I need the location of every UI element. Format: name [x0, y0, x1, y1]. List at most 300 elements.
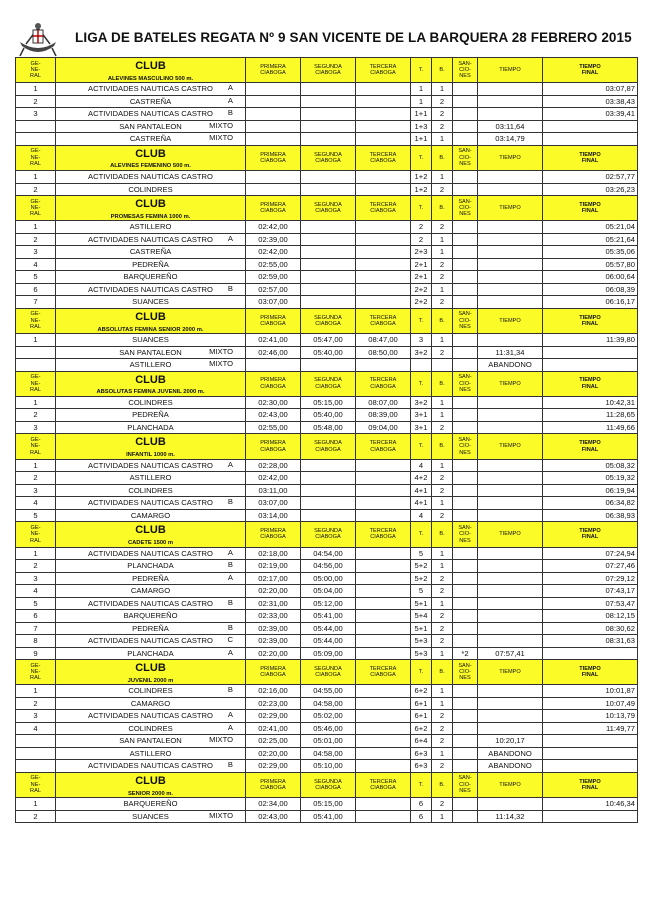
tanda-cell: 6+2 [411, 685, 432, 698]
club-name: ACTIVIDADES NAUTICAS CASTRO [88, 284, 213, 294]
club-name: SUANCES [132, 811, 169, 821]
team-label: B [227, 283, 233, 293]
sanciones-label: SAN- [458, 148, 472, 155]
tiempo-cell: 11:31,34 [478, 346, 543, 359]
team-label: B [227, 685, 233, 695]
tercera-ciaboga-cell: 08:50,00 [356, 346, 411, 359]
general-label: GE- [30, 775, 41, 782]
club-cell [56, 547, 246, 560]
team-label: A [227, 547, 233, 557]
tanda-cell: 5+1 [411, 622, 432, 635]
team-label: MIXTO [209, 346, 233, 356]
table-row [16, 233, 638, 246]
tercera-ciaboga-cell [356, 221, 411, 234]
sanciones-cell [453, 697, 478, 710]
segunda-ciaboga-cell [301, 509, 356, 522]
tanda-cell: 6+3 [411, 747, 432, 760]
sanciones-cell [453, 120, 478, 133]
primera-ciaboga-cell: 02:19,00 [246, 560, 301, 573]
primera-ciaboga-cell: 03:07,00 [246, 497, 301, 510]
tiempo-final-cell: 03:39,41 [543, 108, 638, 121]
primera-label: PRIMERA [260, 201, 286, 208]
table-row [16, 610, 638, 623]
tercera-label: CIABOGA [370, 157, 396, 164]
club-name: ACTIVIDADES NAUTICAS CASTRO [88, 761, 213, 771]
tanda-cell: 1+3 [411, 120, 432, 133]
segunda-ciaboga-cell [301, 296, 356, 309]
primera-ciaboga-cell [246, 120, 301, 133]
general-header [16, 522, 56, 547]
primera-ciaboga-cell: 02:42,00 [246, 221, 301, 234]
general-label: NE- [30, 154, 41, 161]
sanciones-cell [453, 710, 478, 723]
primera-ciaboga-cell: 02:25,00 [246, 735, 301, 748]
sanciones-cell [453, 283, 478, 296]
segunda-ciaboga-cell: 05:09,00 [301, 647, 356, 660]
tiempo-cell [478, 421, 543, 434]
tiempo-final-cell: 10:42,31 [543, 396, 638, 409]
tercera-ciaboga-cell [356, 722, 411, 735]
section-header-row [16, 145, 638, 170]
baliza-cell: 2 [432, 572, 453, 585]
tiempo-final-cell: 08:30,62 [543, 622, 638, 635]
tiempo-final-cell: 10:13,79 [543, 710, 638, 723]
final-label: FINAL [581, 534, 599, 541]
club-cell [56, 472, 246, 485]
primera-ciaboga-cell: 02:42,00 [246, 246, 301, 259]
tercera-ciaboga-cell [356, 183, 411, 196]
tercera-ciaboga-cell: 08:47,00 [356, 334, 411, 347]
primera-ciaboga-header [246, 434, 301, 459]
tiempo-cell [478, 171, 543, 184]
sanciones-label: CIO- [459, 205, 471, 212]
position-cell: 6 [16, 283, 56, 296]
primera-label: CIABOGA [260, 383, 286, 390]
general-label: RAL [30, 73, 41, 80]
position-cell: 1 [16, 798, 56, 811]
primera-ciaboga-cell: 03:14,00 [246, 509, 301, 522]
tiempo-cell: 03:14,79 [478, 133, 543, 146]
sanciones-label: CIO- [459, 443, 471, 450]
club-cell [56, 647, 246, 660]
club-cell [56, 810, 246, 823]
club-name: CAMARGO [130, 586, 171, 596]
tercera-ciaboga-header [356, 58, 411, 83]
tanda-cell: 4+1 [411, 484, 432, 497]
sanciones-header [453, 145, 478, 170]
club-header-label: CLUB [135, 310, 166, 323]
segunda-ciaboga-cell: 05:12,00 [301, 597, 356, 610]
segunda-ciaboga-cell: 04:56,00 [301, 560, 356, 573]
tanda-cell: 1+1 [411, 133, 432, 146]
primera-label: PRIMERA [260, 63, 286, 70]
club-name: ASTILLERO [129, 748, 172, 758]
primera-label: PRIMERA [260, 151, 286, 158]
team-label: A [227, 572, 233, 582]
club-cell [56, 747, 246, 760]
baliza-cell: 2 [432, 271, 453, 284]
baliza-cell: 2 [432, 421, 453, 434]
baliza-header [432, 772, 453, 797]
tiempo-final-cell: 07:27,46 [543, 560, 638, 573]
tercera-label: TERCERA [369, 778, 397, 785]
primera-ciaboga-header [246, 145, 301, 170]
tiempo-cell [478, 509, 543, 522]
segunda-ciaboga-cell: 05:47,00 [301, 334, 356, 347]
primera-label: CIABOGA [260, 321, 286, 328]
tanda-cell: 1 [411, 83, 432, 96]
tercera-ciaboga-header [356, 371, 411, 396]
club-name: SAN PANTALEON [119, 347, 182, 357]
position-cell: 1 [16, 334, 56, 347]
segunda-label: CIABOGA [315, 785, 341, 792]
club-cell [56, 421, 246, 434]
sanciones-cell [453, 296, 478, 309]
club-header-label: CLUB [135, 147, 166, 160]
club-name: SAN PANTALEON [119, 121, 182, 131]
sanciones-cell [453, 747, 478, 760]
category-label: ABSOLUTAS FEMINA SENIOR 2000 m. [97, 326, 204, 333]
category-label: SENIOR 2000 m. [127, 790, 174, 797]
section-header-row [16, 58, 638, 83]
tiempo-cell [478, 798, 543, 811]
tanda-header [411, 196, 432, 221]
general-label: NE- [30, 205, 41, 212]
sanciones-cell [453, 509, 478, 522]
position-cell [16, 747, 56, 760]
final-label: FINAL [581, 321, 599, 328]
team-label: B [227, 622, 233, 632]
position-cell: 3 [16, 710, 56, 723]
tiempo-header [478, 196, 543, 221]
sanciones-cell [453, 359, 478, 372]
tiempo-final-cell [543, 346, 638, 359]
segunda-ciaboga-cell: 05:00,00 [301, 572, 356, 585]
sanciones-label: NES [459, 449, 471, 456]
sanciones-label: SAN- [458, 198, 472, 205]
tiempo-final-cell: 05:08,32 [543, 459, 638, 472]
sanciones-cell [453, 183, 478, 196]
tanda-cell: 5 [411, 585, 432, 598]
club-header [56, 522, 246, 547]
segunda-ciaboga-cell: 05:01,00 [301, 735, 356, 748]
general-label: RAL [30, 449, 41, 456]
tiempo-cell [478, 484, 543, 497]
sanciones-label: SAN- [458, 437, 472, 443]
section-header-row [16, 522, 638, 547]
final-label: TIEMPO [579, 201, 601, 208]
club-cell [56, 760, 246, 773]
segunda-ciaboga-cell: 04:58,00 [301, 747, 356, 760]
tanda-header [411, 145, 432, 170]
club-name: ASTILLERO [129, 222, 172, 232]
club-cell [56, 497, 246, 510]
tercera-ciaboga-cell [356, 760, 411, 773]
club-cell [56, 171, 246, 184]
table-row [16, 472, 638, 485]
club-cell [56, 95, 246, 108]
sanciones-cell [453, 497, 478, 510]
club-cell [56, 120, 246, 133]
club-header-label: CLUB [135, 524, 166, 537]
table-row [16, 133, 638, 146]
club-name: COLINDRES [128, 397, 173, 407]
club-cell [56, 409, 246, 422]
category-label: ABSOLUTAS FEMINA JUVENIL 2000 m. [96, 389, 205, 396]
tanda-cell: 2+2 [411, 283, 432, 296]
tanda-label: T. [418, 669, 424, 676]
club-header-label: CLUB [135, 373, 166, 386]
tercera-label: CIABOGA [370, 70, 396, 77]
segunda-ciaboga-header [301, 434, 356, 459]
segunda-label: CIABOGA [315, 446, 341, 453]
primera-ciaboga-cell: 02:41,00 [246, 722, 301, 735]
club-name: ACTIVIDADES NAUTICAS CASTRO [88, 172, 213, 182]
tiempo-cell [478, 409, 543, 422]
tercera-label: CIABOGA [370, 383, 396, 390]
club-cell [56, 359, 246, 372]
baliza-cell: 1 [432, 459, 453, 472]
team-label: B [227, 760, 233, 770]
results-table [15, 57, 638, 823]
tanda-cell: 5+3 [411, 635, 432, 648]
table-row [16, 221, 638, 234]
position-cell: 1 [16, 547, 56, 560]
table-row [16, 396, 638, 409]
baliza-cell: 2 [432, 183, 453, 196]
tanda-label: T. [418, 443, 424, 450]
position-cell: 2 [16, 183, 56, 196]
segunda-ciaboga-cell: 05:41,00 [301, 810, 356, 823]
tiempo-cell [478, 396, 543, 409]
primera-ciaboga-header [246, 308, 301, 333]
primera-ciaboga-cell: 02:34,00 [246, 798, 301, 811]
general-label: RAL [30, 324, 41, 331]
table-row [16, 334, 638, 347]
tiempo-final-cell: 07:43,17 [543, 585, 638, 598]
club-name: COLINDRES [128, 184, 173, 194]
baliza-cell: 2 [432, 735, 453, 748]
primera-label: CIABOGA [260, 70, 286, 77]
club-name: BARQUEREÑO [123, 799, 178, 809]
general-label: GE- [30, 311, 41, 318]
table-row [16, 484, 638, 497]
tercera-ciaboga-header [356, 434, 411, 459]
tiempo-cell [478, 597, 543, 610]
general-header [16, 145, 56, 170]
section-header-row [16, 371, 638, 396]
section-header-row [16, 660, 638, 685]
baliza-cell: 2 [432, 296, 453, 309]
sanciones-label: CIO- [459, 380, 471, 387]
tanda-label: T. [418, 781, 424, 788]
final-label: TIEMPO [579, 151, 601, 158]
primera-label: CIABOGA [260, 208, 286, 215]
tiempo-final-cell: 08:12,15 [543, 610, 638, 623]
tanda-cell: 5 [411, 547, 432, 560]
segunda-ciaboga-cell [301, 233, 356, 246]
segunda-label: SEGUNDA [314, 665, 342, 672]
sanciones-header [453, 660, 478, 685]
primera-ciaboga-cell: 02:41,00 [246, 334, 301, 347]
team-label: A [227, 459, 233, 469]
segunda-label: SEGUNDA [314, 440, 342, 447]
segunda-label: SEGUNDA [314, 151, 342, 158]
general-header [16, 434, 56, 459]
primera-ciaboga-cell: 02:17,00 [246, 572, 301, 585]
tanda-cell: 3+1 [411, 409, 432, 422]
tiempo-header [478, 371, 543, 396]
general-header [16, 308, 56, 333]
team-label: A [227, 647, 233, 657]
sanciones-cell: *2 [453, 647, 478, 660]
primera-label: CIABOGA [260, 785, 286, 792]
team-label: A [227, 722, 233, 732]
sanciones-header [453, 522, 478, 547]
final-label: TIEMPO [579, 314, 601, 321]
tercera-ciaboga-cell [356, 560, 411, 573]
baliza-cell: 1 [432, 233, 453, 246]
tercera-ciaboga-header [356, 145, 411, 170]
position-cell: 4 [16, 722, 56, 735]
primera-label: CIABOGA [260, 446, 286, 453]
sanciones-cell [453, 171, 478, 184]
club-cell [56, 572, 246, 585]
tiempo-cell [478, 585, 543, 598]
club-header [56, 145, 246, 170]
tiempo-final-cell: 05:57,80 [543, 258, 638, 271]
tiempo-label: TIEMPO [499, 669, 521, 676]
primera-ciaboga-cell: 02:20,00 [246, 647, 301, 660]
tanda-cell: 6 [411, 810, 432, 823]
tiempo-cell [478, 610, 543, 623]
baliza-cell: 1 [432, 283, 453, 296]
primera-label: CIABOGA [260, 672, 286, 679]
category-label: ALEVINES FEMENINO 500 m. [110, 163, 191, 170]
table-row [16, 635, 638, 648]
tiempo-cell: 07:57,41 [478, 647, 543, 660]
baliza-cell: 2 [432, 622, 453, 635]
table-row [16, 183, 638, 196]
primera-ciaboga-cell: 02:39,00 [246, 233, 301, 246]
team-label: C [227, 635, 233, 645]
tiempo-final-header [543, 308, 638, 333]
position-cell [16, 346, 56, 359]
tiempo-cell [478, 246, 543, 259]
sanciones-cell [453, 472, 478, 485]
tiempo-final-cell [543, 735, 638, 748]
segunda-label: CIABOGA [315, 383, 341, 390]
table-row [16, 95, 638, 108]
sanciones-label: CIO- [459, 66, 471, 73]
baliza-cell: 2 [432, 610, 453, 623]
sanciones-cell [453, 334, 478, 347]
general-header [16, 371, 56, 396]
club-name: ASTILLERO [129, 473, 172, 483]
club-name: CAMARGO [130, 510, 171, 520]
table-row [16, 459, 638, 472]
segunda-ciaboga-header [301, 772, 356, 797]
baliza-cell: 2 [432, 95, 453, 108]
position-cell: 4 [16, 258, 56, 271]
tanda-cell: 3+2 [411, 346, 432, 359]
tercera-ciaboga-cell [356, 258, 411, 271]
position-cell: 1 [16, 171, 56, 184]
primera-ciaboga-cell [246, 359, 301, 372]
general-label: GE- [30, 198, 41, 205]
position-cell: 9 [16, 647, 56, 660]
tercera-label: CIABOGA [370, 208, 396, 215]
table-row [16, 497, 638, 510]
club-cell [56, 597, 246, 610]
table-row [16, 572, 638, 585]
club-name: ACTIVIDADES NAUTICAS CASTRO [88, 460, 213, 470]
tiempo-label: TIEMPO [499, 154, 521, 161]
final-label: FINAL [581, 383, 599, 390]
club-name: SAN PANTALEON [119, 736, 182, 746]
general-label: GE- [30, 437, 41, 443]
baliza-cell: 1 [432, 560, 453, 573]
tercera-ciaboga-header [356, 522, 411, 547]
primera-ciaboga-cell: 02:57,00 [246, 283, 301, 296]
club-cell [56, 710, 246, 723]
segunda-ciaboga-cell [301, 171, 356, 184]
segunda-ciaboga-cell: 04:58,00 [301, 697, 356, 710]
tiempo-final-cell [543, 120, 638, 133]
club-header [56, 371, 246, 396]
baliza-cell: 2 [432, 120, 453, 133]
tiempo-cell [478, 685, 543, 698]
tercera-label: TERCERA [369, 440, 397, 447]
baliza-cell: 2 [432, 798, 453, 811]
tercera-ciaboga-cell [356, 246, 411, 259]
final-label: FINAL [581, 672, 599, 679]
tiempo-cell [478, 459, 543, 472]
table-row [16, 171, 638, 184]
tiempo-final-cell: 06:00,64 [543, 271, 638, 284]
tanda-label: T. [418, 380, 424, 387]
final-label: FINAL [581, 208, 599, 215]
general-label: RAL [30, 788, 41, 795]
position-cell: 5 [16, 271, 56, 284]
primera-label: PRIMERA [260, 314, 286, 321]
sanciones-cell [453, 233, 478, 246]
baliza-label: B. [439, 669, 445, 676]
tiempo-final-header [543, 58, 638, 83]
tiempo-cell [478, 183, 543, 196]
tiempo-cell [478, 334, 543, 347]
primera-ciaboga-cell: 02:20,00 [246, 585, 301, 598]
primera-ciaboga-cell [246, 95, 301, 108]
general-label: NE- [30, 781, 41, 788]
tiempo-final-cell: 11:28,65 [543, 409, 638, 422]
tiempo-final-cell: 05:21,04 [543, 221, 638, 234]
tiempo-cell [478, 635, 543, 648]
tercera-ciaboga-cell [356, 635, 411, 648]
tercera-ciaboga-cell [356, 95, 411, 108]
sanciones-label: NES [459, 675, 471, 682]
tercera-ciaboga-cell [356, 798, 411, 811]
position-cell: 1 [16, 221, 56, 234]
sanciones-label: CIO- [459, 669, 471, 676]
sanciones-cell [453, 108, 478, 121]
section-header-row [16, 772, 638, 797]
sanciones-label: NES [459, 537, 471, 544]
tiempo-final-cell: 10:46,34 [543, 798, 638, 811]
tiempo-header [478, 660, 543, 685]
club-name: ACTIVIDADES NAUTICAS CASTRO [88, 636, 213, 646]
club-name: ACTIVIDADES NAUTICAS CASTRO [88, 84, 213, 94]
